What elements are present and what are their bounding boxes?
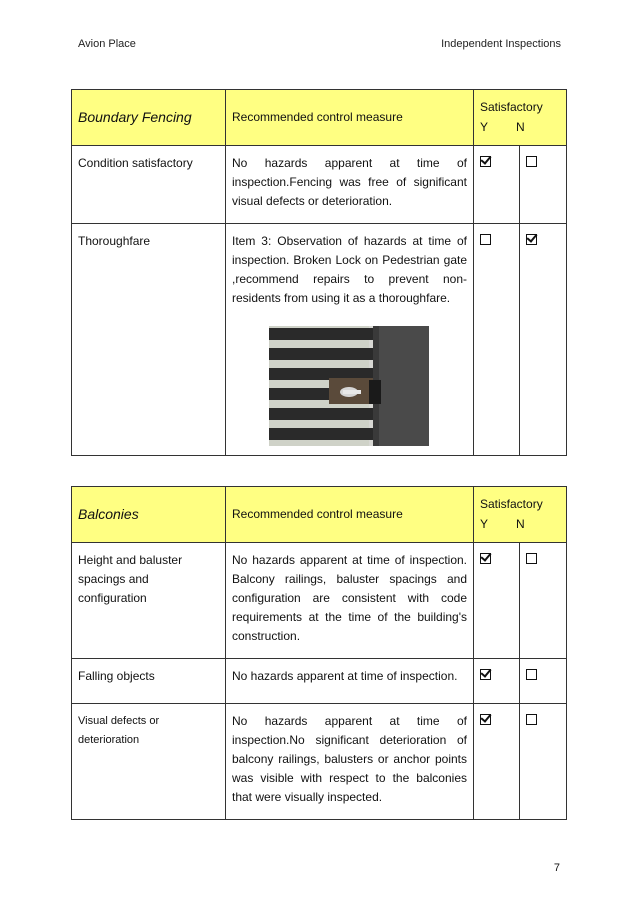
page-number: 7 [553,862,560,874]
y-label: Y [480,120,489,134]
table-row [72,224,567,456]
item-label: Thoroughfare [72,224,226,456]
satisfactory-y-cell [474,146,520,224]
table-row [72,659,567,704]
table-row [72,543,567,659]
checkbox-unchecked-icon[interactable] [526,553,537,564]
n-label: N [516,517,525,531]
satisfactory-n-cell [520,224,567,456]
satisfactory-y-cell [474,704,520,820]
item-label: Height and baluster spacings and configuration [72,543,226,659]
item-label: Visual defects or deterioration [72,704,226,820]
satisfactory-n-cell [520,543,567,659]
y-label: Y [480,517,489,531]
checkbox-unchecked-icon[interactable] [526,669,537,680]
checkbox-checked-icon[interactable] [480,714,491,725]
satisfactory-n-cell [520,659,567,704]
item-description-cell [226,224,474,456]
section-title: Boundary Fencing [72,90,226,146]
item-description: No hazards apparent at time of inspection. [226,659,474,704]
item-label: Falling objects [72,659,226,704]
checkbox-checked-icon[interactable] [526,234,537,245]
item-label: Condition satisfactory [72,146,226,224]
checkbox-checked-icon[interactable] [480,669,491,680]
control-measure-header: Recommended control measure [226,487,474,543]
gate-lock-photo [269,326,429,446]
item-number: Item 3: [232,234,272,248]
checkbox-unchecked-icon[interactable] [526,714,537,725]
satisfactory-y-cell [474,543,520,659]
checkbox-checked-icon[interactable] [480,553,491,564]
satisfactory-y-cell [474,659,520,704]
gate-lock-image [269,326,429,446]
satisfactory-n-cell [520,146,567,224]
boundary-fencing-table [71,89,567,456]
table-header-row [72,90,567,146]
header-right: Independent Inspections [441,38,561,50]
checkbox-unchecked-icon[interactable] [526,156,537,167]
section-title: Balconies [72,487,226,543]
table-row [72,146,567,224]
table-row [72,704,567,820]
satisfactory-header: Satisfactory Y N [474,487,567,543]
item-description: No hazards apparent at time of inspection. Balcony railings, baluster spacings and configuration are consistent with code requirements at the time of the building's construction. [226,543,474,659]
satisfactory-n-cell [520,704,567,820]
satisfactory-y-cell [474,224,520,456]
item-description: No hazards apparent at time of inspection.Fencing was free of significant visual defects or deterioration. [226,146,474,224]
item-description: Observation of hazards at time of inspection. Broken Lock on Pedestrian gate ,recommend repairs to prevent non-residents from using it as a thoroughfare. [232,234,468,305]
satisfactory-header: Satisfactory Y N [474,90,567,146]
header-left: Avion Place [78,38,136,50]
table-header-row [72,487,567,543]
checkbox-unchecked-icon[interactable] [480,234,491,245]
item-description: No hazards apparent at time of inspection.No significant deterioration of balcony railings, balusters or anchor points was visible with respect to the balconies that were visually inspected. [226,704,474,820]
control-measure-header: Recommended control measure [226,90,474,146]
balconies-table [71,486,567,820]
n-label: N [516,120,525,134]
checkbox-checked-icon[interactable] [480,156,491,167]
